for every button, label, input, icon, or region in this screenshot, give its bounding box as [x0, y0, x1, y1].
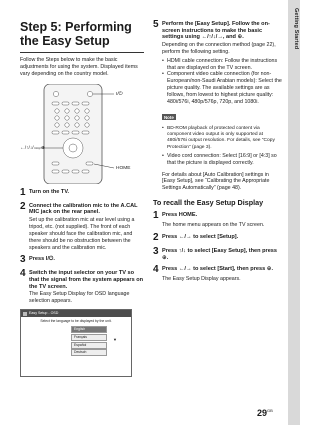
bullet-item: • Component video cable connection (for non-European/non-Saudi Arabian models): Select the picture quality. The available settings are as follows, from lowest to highest picture quality: 480i/576i, 480p/576p, 720p, and 1080i. [162, 71, 282, 106]
page-number [257, 408, 273, 418]
home-button-label: HOME [116, 165, 131, 171]
page-number-value: 29 [257, 408, 268, 418]
step-title: Press ↑/↓ to select [Easy Setup], then press ⊕. [162, 248, 278, 261]
step-2 [20, 202, 144, 252]
recall-step-4 [153, 265, 283, 283]
step-body: Set up the calibration mic at ear level using a tripod, etc. (not supplied). The front of each speaker should face the calibration mic, and there should be no obstruction between the speakers and the calibration mic. [29, 216, 135, 251]
side-tab-label: Getting Started [293, 8, 299, 50]
scroll-arrow-icon: ▼ [113, 337, 117, 343]
screen-title: Easy Setup - OSD [29, 311, 59, 316]
recall-step-2 [153, 233, 283, 243]
step-title: Press ←/→ to select [Start], then press ⊕. [162, 266, 274, 273]
step-number: 1 [20, 186, 26, 198]
language-option[interactable]: Español [71, 342, 107, 349]
step-body: The Easy Setup Display for OSD language selection appears. [29, 291, 130, 305]
step-3 [20, 255, 144, 265]
step-number: 4 [153, 264, 159, 276]
step-number: 2 [153, 232, 159, 244]
setup-icon [23, 312, 27, 316]
note-item: • BD-ROM playback of protected content via component video output is only supported at 480i/576i output resolution. For details, see “Copy Protection” (page 3). [162, 126, 283, 151]
language-option[interactable]: Deutsch [71, 349, 107, 356]
easy-setup-screen [20, 309, 132, 377]
step-number: 3 [20, 254, 26, 266]
step-body: The home menu appears on the TV screen. [162, 222, 265, 229]
step-title: Press ←/→ to select [Setup]. [162, 234, 239, 241]
note-list [162, 126, 283, 151]
step-number: 3 [153, 246, 159, 258]
step-number: 5 [153, 19, 159, 30]
bullet-item: • HDMI cable connection: Follow the instructions that are displayed on the TV screen. [162, 58, 283, 72]
step-title: Press HOME. [162, 212, 198, 219]
intro-paragraph: Follow the Steps below to make the basic adjustments for using the system. Displayed items vary depending on the country model. [20, 57, 138, 77]
step-number: 1 [153, 210, 159, 222]
step-number: 2 [20, 200, 26, 212]
language-option[interactable]: Français [71, 334, 107, 341]
step-body: Depending on the connection method (page 22), perform the following setting. [162, 41, 276, 55]
note-text: BD-ROM playback of protected content via component video output is only supported at 480i/576i output resolution. For details, see “Copy Protection” (page 3). [167, 125, 275, 150]
setting-bullets-2 [162, 153, 283, 167]
bullet-item: • Video cord connection: Select [16:9] or [4:3] so that the picture is displayed correctly. [162, 153, 283, 167]
arrow-buttons-label: ←/↑/↓/→, ⊕ [20, 145, 46, 151]
step-title: Switch the input selector on your TV so that the signal from the system appears on the TV screen. [29, 270, 144, 290]
screen-prompt: Select the language to be displayed by the unit. [40, 319, 112, 324]
step-title: Press I/⏻. [29, 256, 55, 263]
auto-calibration-text: For details about [Auto Calibration] settings in [Easy Setup], see “Calibrating the Appropriate Settings Automatically” (page 48). [162, 171, 270, 192]
step-title: Turn on the TV. [29, 188, 70, 195]
step-4 [20, 269, 144, 305]
bullet-text: Video cord connection: Select [16:9] or [4:3] so that the picture is displayed correctly. [167, 152, 277, 166]
step-title: Perform the [Easy Setup]. Follow the on-screen instructions to make the basic settings using ←/↑/↓/→, and ⊕. [162, 21, 270, 41]
recall-step-3 [153, 247, 283, 261]
right-column [153, 20, 283, 283]
step-body: The Easy Setup Display appears. [162, 276, 241, 283]
bullet-text: Component video cable connection (for non-European/non-Saudi Arabian models): Select the picture quality. The available settings are as follows, from lowest to highest picture quality: 480i/576i, 480p/576p, 720p, and 1080i. [167, 71, 282, 106]
step-1 [20, 188, 144, 198]
step-title: Connect the calibration mic to the A.CAL MIC jack on the rear panel. [29, 202, 138, 216]
note-badge: Note [164, 114, 174, 120]
step-number: 4 [20, 268, 26, 280]
language-list [71, 326, 107, 357]
power-button-label: I/⏻ [116, 91, 123, 97]
recall-heading: To recall the Easy Setup Display [153, 198, 264, 208]
screen-title-bar [21, 310, 131, 317]
bullet-text: HDMI cable connection: Follow the instructions that are displayed on the TV screen. [167, 57, 278, 71]
recall-step-1 [153, 211, 283, 229]
remote-illustration [20, 84, 144, 184]
setting-bullets [162, 58, 283, 106]
step-5 [153, 20, 283, 192]
language-option[interactable]: English [71, 326, 107, 333]
page-title: Step 5: Performing the Easy Setup [20, 20, 144, 53]
page-suffix: GB [267, 408, 273, 413]
left-column [20, 20, 144, 377]
